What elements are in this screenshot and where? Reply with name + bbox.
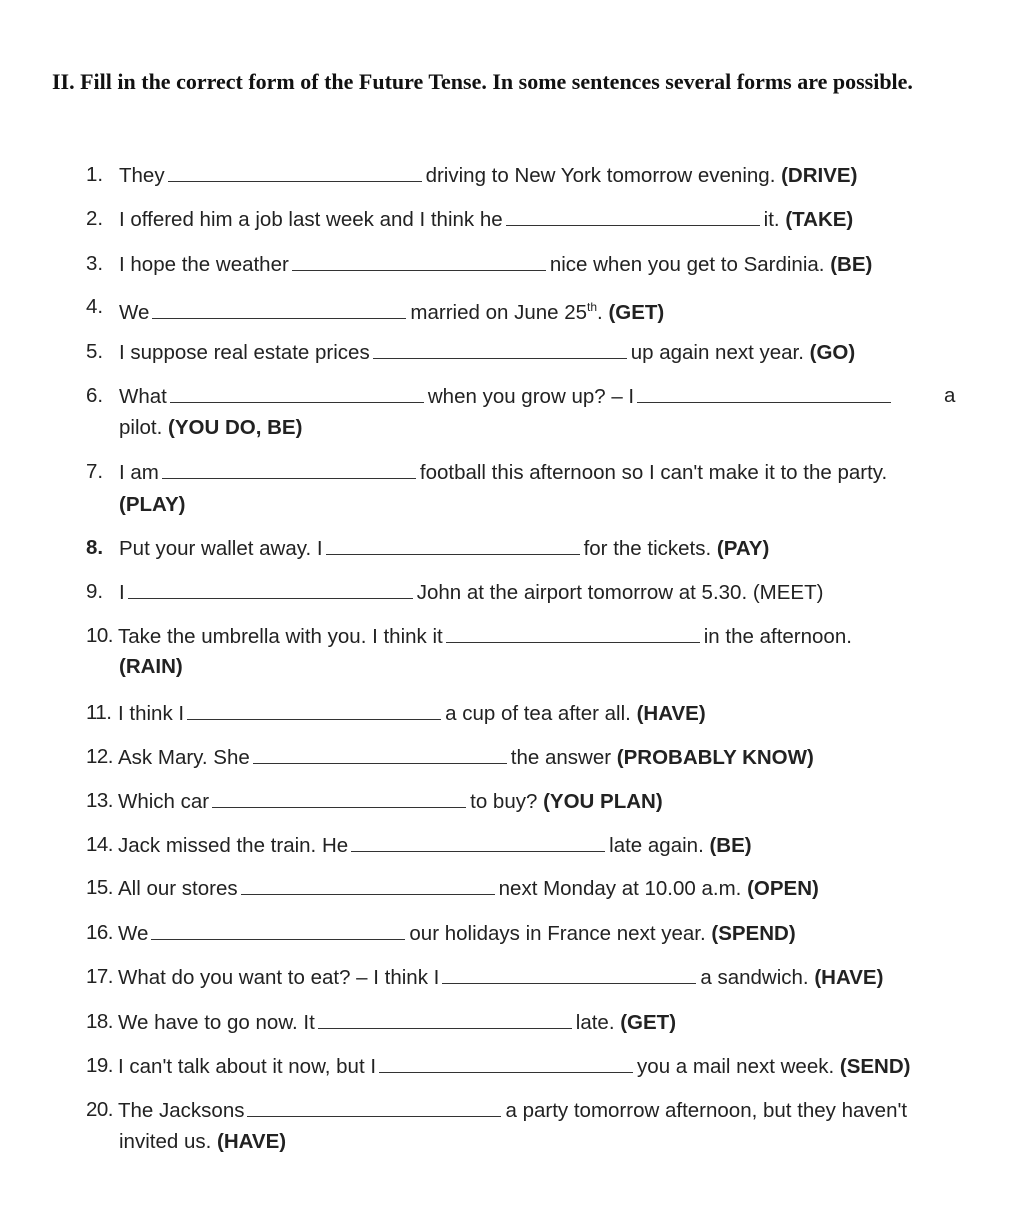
item-text-before: Jack missed the train. He (118, 834, 349, 857)
answer-blank[interactable] (351, 829, 605, 852)
item-text-before: I offered him a job last week and I think he (119, 208, 503, 231)
item-number: 20. (86, 1098, 113, 1121)
verb-hint: (BE) (709, 834, 752, 857)
answer-blank[interactable] (326, 532, 580, 555)
exercise-heading: II. Fill in the correct form of the Future Tense. In some sentences several forms are possible. (52, 69, 913, 94)
item-text-after: it. (763, 208, 780, 231)
item-text-after: football this afternoon so I can't make it to the party. (419, 461, 888, 484)
item-text-after: a sandwich. (700, 966, 809, 989)
verb-hint: (HAVE) (636, 702, 706, 725)
answer-blank[interactable] (318, 1006, 572, 1029)
item-number: 11. (86, 701, 112, 724)
item-number: 5. (86, 340, 104, 363)
answer-blank[interactable] (373, 336, 627, 359)
verb-hint: (GET) (620, 1011, 677, 1034)
item-number: 3. (86, 252, 104, 275)
item-text-continued: pilot. (119, 416, 163, 439)
item-text-continued: invited us. (119, 1130, 212, 1153)
item-number: 6. (86, 384, 104, 407)
item-text-before: Ask Mary. She (118, 746, 250, 769)
item-text-after: for the tickets. (583, 537, 712, 560)
answer-blank[interactable] (506, 203, 760, 226)
answer-blank[interactable] (187, 697, 441, 720)
verb-hint: (HAVE) (217, 1130, 287, 1153)
verb-hint: (YOU PLAN) (543, 790, 663, 813)
verb-hint: (TAKE) (785, 208, 854, 231)
item-text-before: What do you want to eat? – I think I (118, 966, 440, 989)
item-text-after-2: . (597, 300, 603, 324)
answer-blank[interactable] (212, 785, 466, 808)
answer-blank[interactable] (446, 620, 700, 643)
item-text-after: late again. (609, 834, 704, 857)
verb-hint: (SPEND) (711, 922, 796, 945)
item-text-before: All our stores (118, 877, 238, 900)
verb-hint: (GET) (608, 300, 665, 324)
verb-hint: (DRIVE) (781, 164, 858, 187)
answer-blank[interactable] (241, 872, 495, 895)
item-text-after-2: a (944, 384, 956, 407)
item-text-before: I am (119, 461, 159, 484)
item-number: 8. (86, 536, 104, 559)
exercise-item-20-continued (119, 1126, 286, 1158)
verb-hint: (OPEN) (747, 877, 819, 900)
item-text-after: John at the airport tomorrow at 5.30. (MEET) (416, 581, 824, 604)
item-text-before: I hope the weather (119, 253, 289, 276)
item-text-after: up again next year. (630, 341, 804, 364)
item-text-before: We (118, 922, 149, 945)
item-number: 18. (86, 1010, 113, 1033)
answer-blank[interactable] (162, 456, 416, 479)
item-text-before: What (119, 385, 167, 408)
item-text-after: the answer (510, 746, 612, 769)
item-number: 15. (86, 876, 113, 899)
answer-blank[interactable] (152, 296, 406, 319)
item-text-after: a party tomorrow afternoon, but they haven't (505, 1099, 908, 1122)
item-text-before: I suppose real estate prices (119, 341, 370, 364)
answer-blank[interactable] (379, 1050, 633, 1073)
item-text-after: next Monday at 10.00 a.m. (498, 877, 742, 900)
answer-blank[interactable] (168, 159, 422, 182)
item-text-after: you a mail next week. (637, 1055, 835, 1078)
item-text-before: We have to go now. It (118, 1011, 315, 1034)
item-text-after: to buy? (470, 790, 538, 813)
item-text-before: The Jacksons (118, 1099, 245, 1122)
verb-hint: (BE) (830, 253, 873, 276)
item-number: 10. (86, 624, 113, 647)
answer-blank[interactable] (292, 248, 546, 271)
item-text-before: I can't talk about it now, but I (118, 1055, 377, 1078)
item-number: 14. (86, 833, 113, 856)
exercise-item-6-continued (119, 412, 302, 444)
item-number: 2. (86, 207, 104, 230)
item-number: 1. (86, 163, 104, 186)
item-text-before: Take the umbrella with you. I think it (118, 625, 443, 648)
item-text-after: a cup of tea after all. (445, 702, 631, 725)
answer-blank[interactable] (151, 917, 405, 940)
answer-blank[interactable] (170, 380, 424, 403)
answer-blank[interactable] (128, 576, 413, 599)
item-number: 17. (86, 965, 113, 988)
verb-hint: (PROBABLY KNOW) (616, 746, 814, 769)
verb-hint: (RAIN) (119, 655, 183, 678)
item-text-after: late. (575, 1011, 615, 1034)
item-text-after: nice when you get to Sardinia. (549, 253, 825, 276)
answer-blank[interactable] (253, 741, 507, 764)
ordinal-suffix: th (587, 300, 598, 314)
item-number: 16. (86, 921, 113, 944)
verb-hint: (YOU DO, BE) (168, 416, 303, 439)
item-text-before: I (119, 581, 125, 604)
answer-blank[interactable] (247, 1094, 501, 1117)
item-text-before: I think I (118, 702, 185, 725)
item-number: 13. (86, 789, 113, 812)
item-text-after: married on June 25 (410, 300, 588, 324)
answer-blank-2[interactable] (637, 380, 891, 403)
answer-blank[interactable] (442, 961, 696, 984)
verb-hint: (HAVE) (814, 966, 884, 989)
verb-hint: (GO) (809, 341, 856, 364)
item-text-before: Which car (118, 790, 210, 813)
item-text-after: when you grow up? – I (427, 385, 635, 408)
item-text-after: in the afternoon. (703, 625, 852, 648)
item-number: 19. (86, 1054, 113, 1077)
verb-hint: (PAY) (716, 537, 770, 560)
verb-hint: (SEND) (839, 1055, 911, 1078)
item-number: 9. (86, 580, 104, 603)
item-text-before: Put your wallet away. I (119, 537, 323, 560)
verb-hint: (PLAY) (119, 493, 186, 516)
item-text-after: our holidays in France next year. (409, 922, 706, 945)
item-number: 12. (86, 745, 113, 768)
item-text-before: We (119, 300, 150, 324)
item-text-before: They (119, 164, 165, 187)
item-number: 7. (86, 460, 104, 483)
item-text-after: driving to New York tomorrow evening. (425, 164, 776, 187)
item-number: 4. (86, 295, 104, 318)
